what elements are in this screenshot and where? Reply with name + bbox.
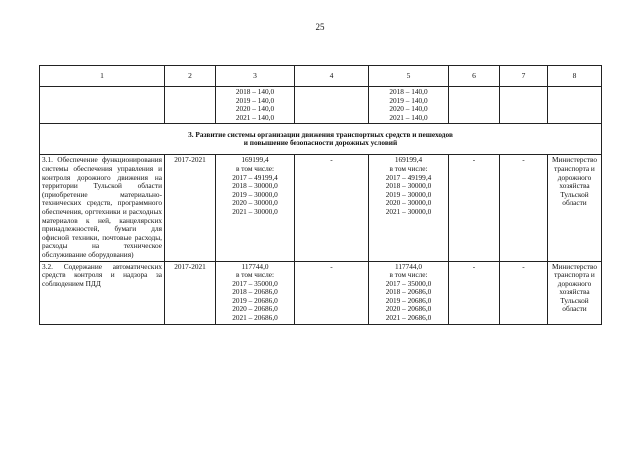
column-number-row <box>40 66 602 87</box>
table-cell: - <box>295 155 369 261</box>
measure-description: 3.2. Содержание автоматических средств контроля и надзора за соблюдением ПДД <box>40 261 165 324</box>
header-cell: 7 <box>500 66 548 87</box>
table-cell: - <box>500 261 548 324</box>
program-measures-table <box>39 65 602 325</box>
table-cell <box>449 87 500 124</box>
page-number: 25 <box>315 22 325 32</box>
section-heading <box>40 124 602 155</box>
table-cell <box>40 87 165 124</box>
header-cell: 1 <box>40 66 165 87</box>
table-cell <box>295 87 369 124</box>
header-cell: 5 <box>369 66 449 87</box>
table-cell: - <box>295 261 369 324</box>
header-cell: 2 <box>165 66 216 87</box>
executor-cell: Министерство транспорта и дорожного хозяйства Тульской области <box>548 261 602 324</box>
section-title-line-2: и повышение безопасности дорожных условий <box>243 138 398 148</box>
table-cell <box>500 87 548 124</box>
measure-description: 3.1. Обеспечение функционирования системы обеспечения управления и контроля дорожного движения на территории Тульской области (приобретение материально-технических средств, программного обеспечения, оргтехники и расходных материалов к ней, канцелярских принадлежностей, бумаги для офисной техники, почтовые расходы, расходы на техническое обслуживание оборудования) <box>40 155 165 261</box>
total-amount-cell: 117744,0 в том числе: 2017 – 35000,0 2018 – 20686,0 2019 – 20686,0 2020 – 20686,0 2021 – 20686,0 <box>216 261 295 324</box>
section-heading-row <box>40 124 602 155</box>
table-row <box>40 261 602 324</box>
table-cell: - <box>449 155 500 261</box>
period-cell: 2017-2021 <box>165 261 216 324</box>
header-cell: 6 <box>449 66 500 87</box>
table-cell <box>548 87 602 124</box>
table-cell <box>165 87 216 124</box>
table-cell-amounts: 2018 – 140,0 2019 – 140,0 2020 – 140,0 2021 – 140,0 <box>216 87 295 124</box>
executor-cell: Министерство транспорта и дорожного хозяйства Тульской области <box>548 155 602 261</box>
section-title-line-1: 3. Развитие системы организации движения транспортных средств и пешеходов <box>188 129 453 139</box>
header-cell: 4 <box>295 66 369 87</box>
header-cell: 3 <box>216 66 295 87</box>
regional-amount-cell: 117744,0 в том числе: 2017 – 35000,0 2018 – 20686,0 2019 – 20686,0 2020 – 20686,0 2021 – 20686,0 <box>369 261 449 324</box>
table-cell-amounts: 2018 – 140,0 2019 – 140,0 2020 – 140,0 2021 – 140,0 <box>369 87 449 124</box>
table-cell: - <box>449 261 500 324</box>
header-cell: 8 <box>548 66 602 87</box>
period-cell: 2017-2021 <box>165 155 216 261</box>
regional-amount-cell: 169199,4 в том числе: 2017 – 49199,4 2018 – 30000,0 2019 – 30000,0 2020 – 30000,0 2021 – 30000,0 <box>369 155 449 261</box>
carry-over-row <box>40 87 602 124</box>
table-row <box>40 155 602 261</box>
total-amount-cell: 169199,4 в том числе: 2017 – 49199,4 2018 – 30000,0 2019 – 30000,0 2020 – 30000,0 2021 – 30000,0 <box>216 155 295 261</box>
table-cell: - <box>500 155 548 261</box>
